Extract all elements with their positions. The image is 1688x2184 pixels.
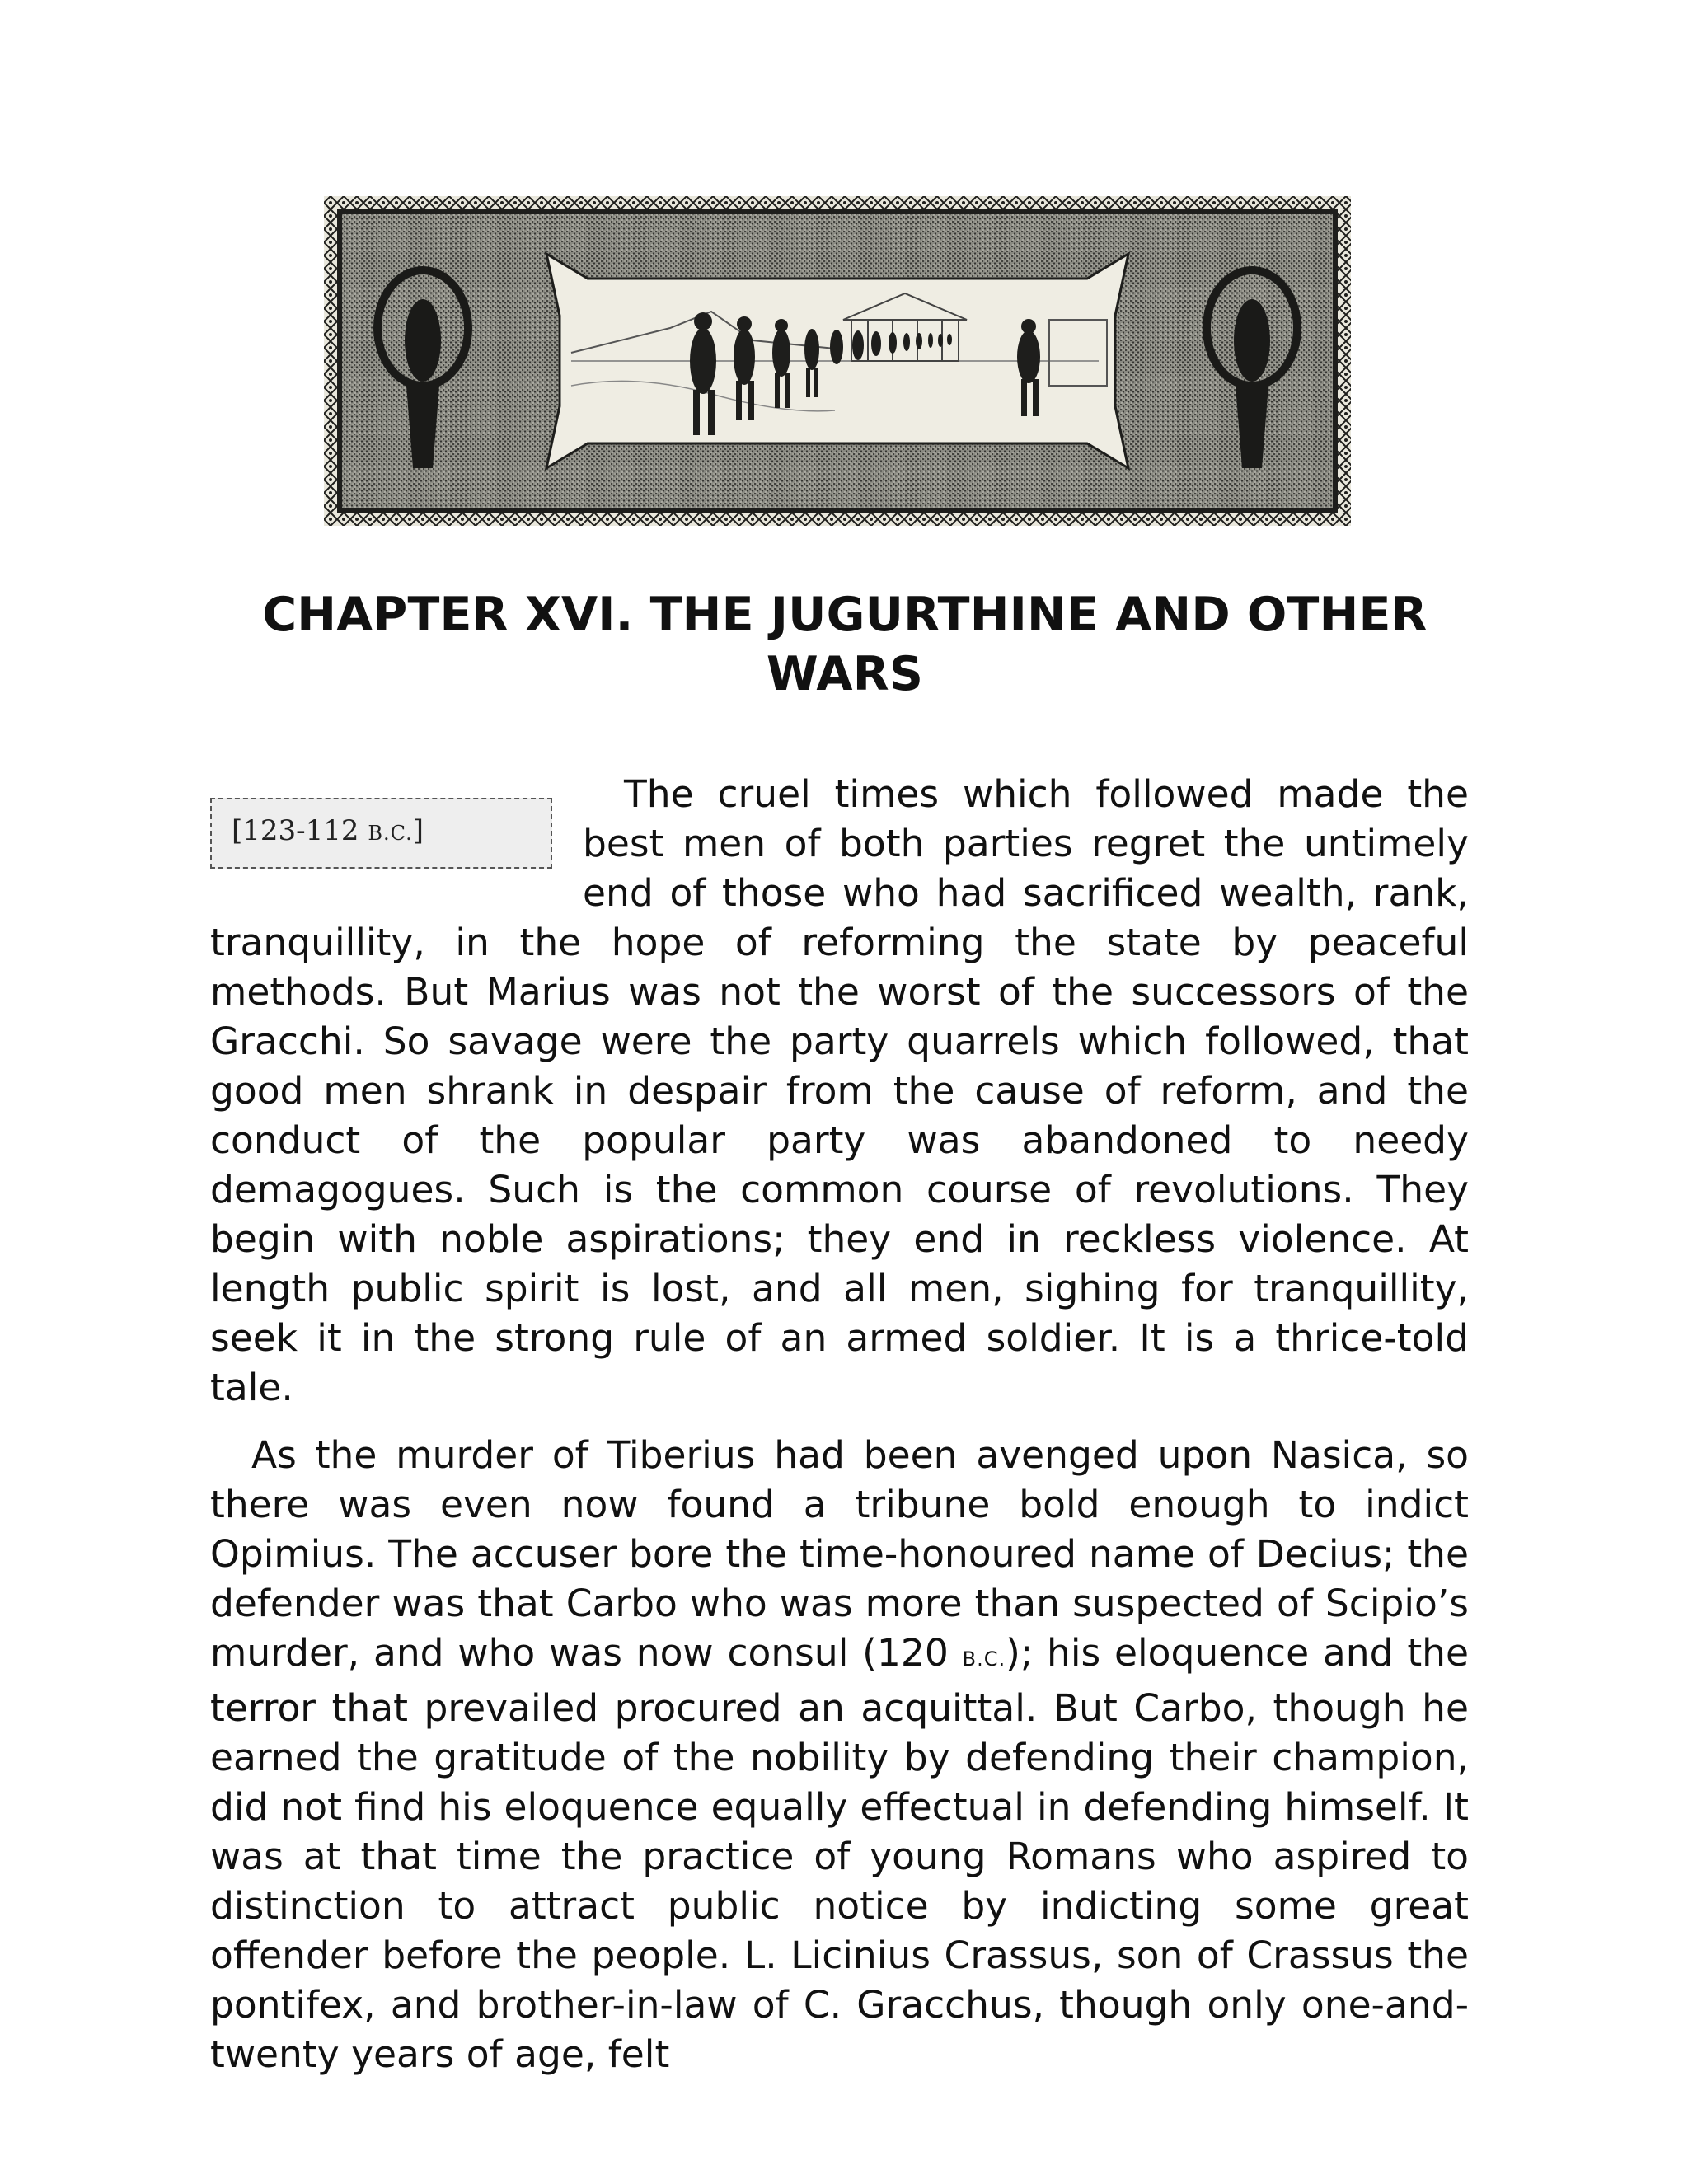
sidenote-era: B.C. (368, 822, 413, 845)
paragraph-2-text-start: As the murder of Tiberius had been avenged upon Nasica, so there was even now found a tribune bold enough to indict Opimius. The accuser bore the time-honoured name of Decius; the defender was that Carbo who was more than suspected of Scipio’s murder, and who was now consul (120 (210, 1433, 1469, 1675)
paragraph-2-era: B.C. (962, 1647, 1006, 1671)
chapter-headpiece-illustration (324, 196, 1351, 526)
chapter-title: CHAPTER XVI. THE JUGURTHINE AND OTHER WARS (262, 588, 1428, 701)
paragraph-2-text-end: ); his eloquence and the terror that prevailed procured an acquittal. But Carbo, though he earned the gratitude of the nobility by defending their champion, did not find his eloquence equally effectual in defending himself. It was at that time the practice of young Romans who aspired to distinction to attract public notice by indicting some great offender before the people. L. Licinius Crassus, son of Crassus the pontifex, and brother-in-law of C. Gracchus, though only one-and-twenty years of age, felt (210, 1631, 1469, 2076)
sidenote-years: [123-112 (232, 814, 368, 847)
sidenote-close: ] (412, 814, 424, 847)
paragraph-1-text: The cruel times which followed made the best men of both parties regret the untimely end of those who had sacrificed wealth, rank, tranquillity, in the hope of reforming the state by peaceful methods. But Marius was not the worst of the successors of the Gracchi. So savage were the party quarrels which followed, that good men shrank in despair from the cause of reform, and the conduct of the popular party was abandoned to needy demagogues. Such is the common course of revolutions. They begin with noble aspirations; they end in reckless violence. At length public spirit is lost, and all men, sighing for tranquillity, seek it in the strong rule of an armed soldier. It is a thrice-told tale. (210, 772, 1469, 1409)
sidenote-spacer (210, 770, 583, 918)
paragraph-2 (210, 1431, 1469, 2079)
chapter-body (210, 770, 1469, 2097)
